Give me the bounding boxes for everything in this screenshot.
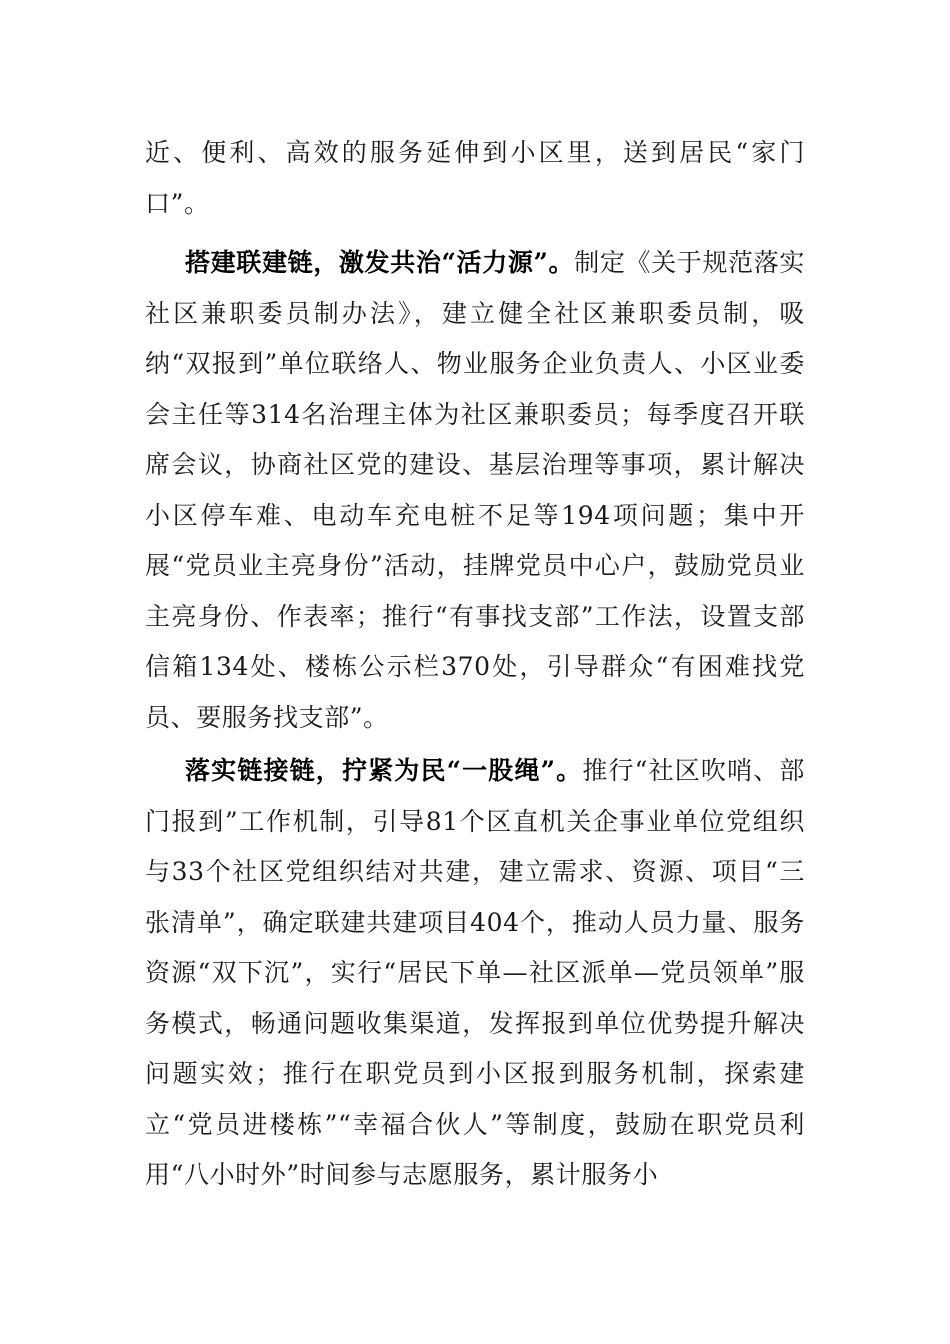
paragraph-2-body: 推行“社区吹哨、部门报到”工作机制，引导81个区直机关企事业单位党组织与33个社区党组织结对共建，建立需求、资源、项目“三张清单”，确定联建共建项目404个，推动人员力量、服务资源“双下沉”，实行“居民下单—社区派单—党员领单”服务模式，畅通问题收集渠道，发挥报到单位优势提升解决问题实效；推行在职党员到小区报到服务机制，探索建立“党员进楼栋”“幸福合伙人”等制度，鼓励在职党员利用“八小时外”时间参与志愿服务，累计服务小 bbox=[145, 756, 805, 1189]
paragraph-1-body: 制定《关于规范落实社区兼职委员制办法》，建立健全社区兼职委员制，吸纳“双报到”单位联络人、物业服务企业负责人、小区业委会主任等314名治理主体为社区兼职委员；每季度召开联席会议，协商社区党的建设、基层治理等事项，累计解决小区停车难、电动车充电桩不足等194项问题；集中开展“党员业主亮身份”活动，挂牌党员中心户，鼓励党员业主亮身份、作表率；推行“有事找支部”工作法，设置支部信箱134处、楼栋公示栏370处，引导群众“有困难找党员、要服务找支部”。 bbox=[145, 248, 805, 732]
paragraph-2 bbox=[145, 746, 805, 1201]
paragraph-1-lead: 搭建联建链，激发共治“活力源”。 bbox=[185, 248, 575, 277]
continuation-text: 近、便利、高效的服务延伸到小区里，送到居民“家门口”。 bbox=[145, 138, 805, 218]
paragraph-2-text bbox=[145, 746, 805, 1201]
paragraph-1 bbox=[145, 238, 805, 743]
continuation-paragraph bbox=[145, 128, 805, 229]
paragraph-2-lead: 落实链接链，拧紧为民“一股绳”。 bbox=[185, 756, 583, 785]
paragraph-1-text bbox=[145, 238, 805, 743]
